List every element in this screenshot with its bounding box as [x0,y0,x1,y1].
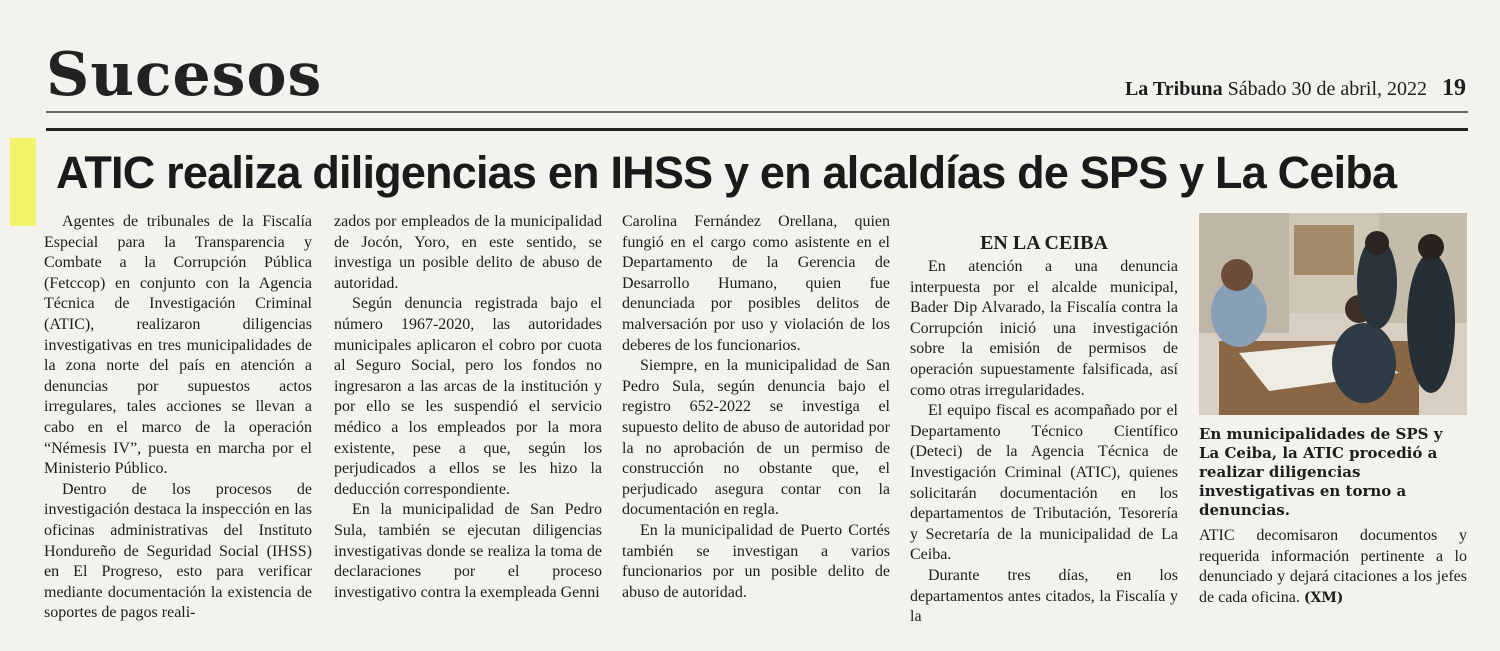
paragraph: Dentro de los procesos de investigación destaca la inspección en las oficinas administrativas del Instituto Hondureño de Seguridad Social (IHSS) en El Progreso, esto para verificar mediante documentación la existencia de soportes de pagos reali- [44,480,312,622]
author-signature: (XM) [1303,589,1344,606]
header-rule-thick [46,128,1468,131]
article-column-2 [334,212,602,603]
paragraph: Siempre, en la municipalidad de San Pedro Sula, según denuncia bajo el registro 652-2022 se investiga el supuesto delito de abuso de autoridad por la no aprobación de un permiso de construcción no obstante que, el perjudicado asegura contar con la documentación en regla. [622,357,890,519]
highlighter-mark [10,138,36,226]
paragraph: Según denuncia registrada bajo el número 1967-2020, las autoridades municipales aplicaron el cobro por cuota al Seguro Social, pero los fondos no ingresaron a las arcas de la institución y por ello se les suspendió el servicio médico a los empleados por la mora existente, pese a que, según los perjudicados a ellos se les hizo la deducción correspondiente. [334,295,602,498]
caption-text [1199,526,1467,608]
article-column-3 [622,212,890,603]
caption-body: ATIC decomisaron documentos y requerida información pertinente a lo denunciado y dejará citaciones a los jefes de cada oficina. [1199,527,1467,606]
paragraph: Carolina Fernández Orellana, quien fungió en el cargo como asistente en el Departamento de la Gerencia de Desarrollo Humano, quien fue denunciada por posibles delitos de malversación por uso y violación de los deberes de los funcionarios. [622,213,890,354]
article-headline: ATIC realiza diligencias en IHSS y en alcaldías de SPS y La Ceiba [56,147,1397,198]
paragraph: El equipo fiscal es acompañado por el Departamento Técnico Científico (Deteci) de la Agencia Técnica de Investigación Criminal (ATIC), quienes solicitarán documentación en los departamentos de Tributación, Tesorería y Secretaría de la municipalidad de La Ceiba. [910,402,1178,564]
paragraph: En la municipalidad de San Pedro Sula, también se ejecutan diligencias investigativas donde se realiza la toma de declaraciones por el proceso investigativo contra la exempleada Genni [334,501,602,601]
article-column-4 [910,232,1178,628]
news-photo [1199,213,1467,415]
page-number: 19 [1442,75,1466,101]
masthead [1125,76,1466,101]
issue-date: Sábado 30 de abril, 2022 [1227,78,1427,100]
section-title: Sucesos [46,40,323,110]
paragraph: Durante tres días, en los departamentos antes citados, la Fiscalía y la [910,566,1178,626]
newspaper-name: La Tribuna [1124,78,1223,100]
subheading: EN LA CEIBA [980,232,1108,254]
paragraph: En la municipalidad de Puerto Cortés también se investigan a varios funcionarios por un posible delito de abuso de autoridad. [622,521,890,601]
paragraph: En atención a una denuncia interpuesta por el alcalde municipal, Bader Dip Alvarado, la Fiscalía contra la Corrupción inició una investigación sobre la emisión de permisos de operación supuestamente falsificada, así como otras irregularidades. [910,258,1178,399]
paragraph: Agentes de tribunales de la Fiscalía Especial para la Transparencia y Combate a la Corrupción Pública (Fetccop) en conjunto con la Agencia Técnica de Investigación Criminal (ATIC), realizaron diligencias investigativas en tres municipalidades de la zona norte del país en atención a denuncias por supuestos actos irregulares, tales acciones se llevan a cabo en el marco de la operación “Némesis IV”, puesta en marcha por el Ministerio Público. [44,213,312,478]
paragraph: zados por empleados de la municipalidad de Jocón, Yoro, en este sentido, se investiga un posible delito de abuso de autoridad. [334,213,602,292]
header-rule-thin [46,111,1468,113]
article-column-1 [44,212,312,624]
photo-caption: En municipalidades de SPS y La Ceiba, la ATIC procedió a realizar diligencias investigativas en torno a denuncias. [1199,425,1443,519]
